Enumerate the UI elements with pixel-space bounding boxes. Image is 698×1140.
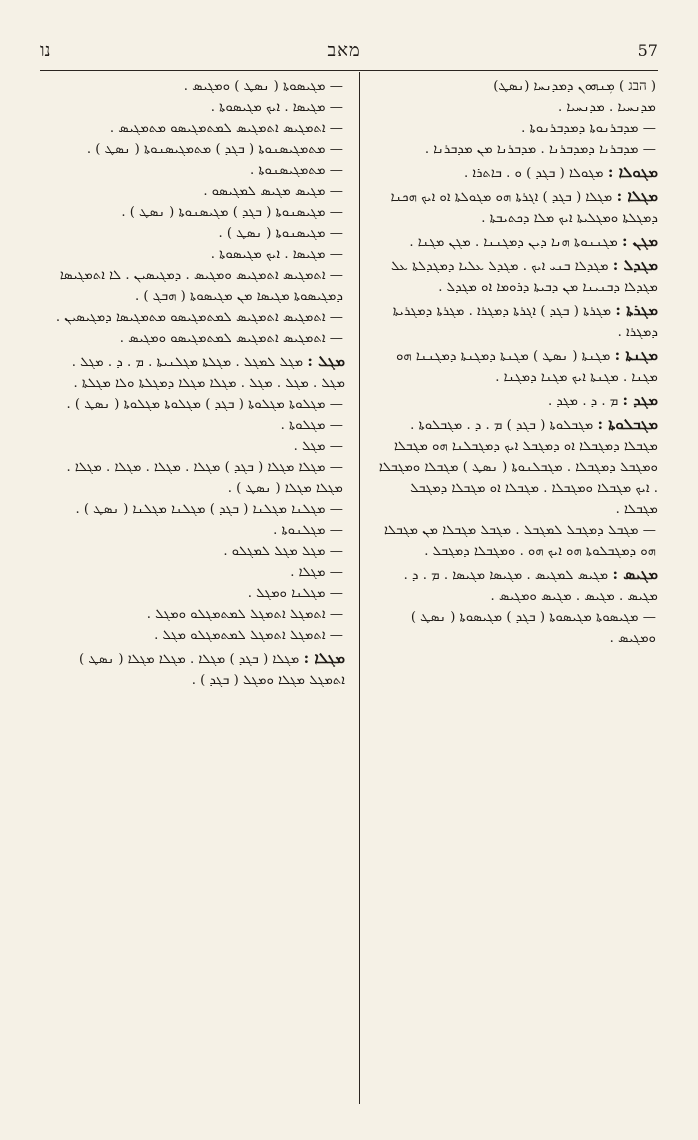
entry-text: — ܐܬܡܓܠ ܐܬܡܓܠ ܠܡܬܡܓܠܘ ܘܡܓܠ .: [146, 607, 343, 622]
sub-entry: [52, 394, 345, 415]
entry-text: ܡܕܢܚܝܐ . ܡܕܢܚܝܐ .: [557, 100, 656, 115]
headword: ܡܓܪܬܐ :: [615, 301, 658, 319]
entry-text: — ܡܓܠ ܡܓܠ ܠܡܓܠܘ .: [223, 544, 343, 559]
folio-left: נו: [40, 39, 51, 61]
sub-entry: [52, 604, 345, 625]
sub-entry: [52, 160, 345, 181]
sub-entry: [52, 76, 345, 97]
sub-entry: [52, 202, 345, 223]
entry-text: ܡ . ܕ . ܡܓܕ .: [548, 394, 619, 409]
entry-text: ܡܓܒܠܘܬܐ ( ܒܓܕ ) ܡ . ܕ . ܡܓܒܠܘܬܐ . ܡܓܒܠܐ ܕܡܓܒܠܐ ܐܘ ܕܡܓܒܠ ܐܝܟ ܕܡܓܒܠܢܐ ܗܘ ܡܓܒܠܐ ܘܡܓܒܠ ܕܡܓܒܠܐ . ܡܓܒܠܢܘܬܐ ( ܢܣܛ ) ܡܓܒܠܐ ܘܡܓܒܠܐ . ܐܝܟ ܡܓܒܠܐ ܘܡܓܒܠܐ . ܡܓܒܠܐ ܐܘ ܡܓܒܠܐ ܕܡܓܒܠ ܡܓܒܠܐ .: [378, 418, 658, 517]
entry-text: — ܡܓܠܐ ܡܓܠܐ ( ܒܓܕ ) ܡܓܠܐ . ܡܓܠܐ . ܡܓܠܐ . ܡܓܠܐ . ܡܓܠܐ ܡܓܠܐ ( ܢܣܛ ) .: [66, 460, 343, 496]
entry-text: ܡܓܢܬܐ ( ܢܣܛ ) ܡܓܢܬܐ ܕܡܓܢܬܐ ܕܡܓܢܢܐ ܗܘ ܡܓܢܐ . ܡܓܢܬܐ ܐܝܟ ܡܓܢܐ ܕܡܓܢܐ .: [396, 349, 658, 385]
running-title: מאב: [327, 39, 361, 61]
entry-text: — ܡܓܝܣܘܬܐ ( ܢܣܛ ) ܘܡܓܝܣ .: [183, 79, 343, 94]
sub-entry: [52, 499, 345, 520]
entry-text: — ܡܓܒܠ ܕܡܓܒܠ ܠܡܓܒܠ . ܡܓܒܠ ܡܓܒܠܐ ܡܢ ܡܓܒܠܐ ܗܘ ܕܡܓܒܠܘܬܐ ܗܘ ܐܝܟ ܗܘ . ܘܡܓܒܠܐ ܕܡܓܒܠ .: [384, 523, 656, 559]
sub-entry: [52, 307, 345, 328]
sub-entry: [375, 76, 658, 97]
headword-entry: [52, 648, 345, 691]
sub-entry: [375, 139, 658, 160]
header-rule: [40, 70, 658, 71]
sub-entry: [52, 520, 345, 541]
entry-text: — ܡܕܒܪܢܘܬܐ ܕܡܕܒܪܢܘܬܐ .: [521, 121, 656, 136]
headword-entry: [375, 345, 658, 388]
entry-text: — ܐܬܡܓܝܣ ܐܬܡܓܝܣ ܠܡܬܡܓܝܣܘ ܡܬܡܓܝܣ .: [109, 121, 343, 136]
sub-entry: [375, 607, 658, 649]
entry-text: — ܡܓܠ .: [293, 439, 343, 454]
entry-text: — ܡܓܝܣܢܘܬܐ ( ܒܓܕ ) ܡܓܝܣܢܘܬܐ ( ܢܣܛ ) .: [121, 205, 343, 220]
headword: ܡܓܢ :: [622, 232, 658, 250]
headword-entry: [375, 255, 658, 298]
sub-entry: [375, 520, 658, 562]
headword: ܡܓܕܠ :: [612, 256, 658, 274]
headword: ܡܓܠ :: [307, 352, 345, 370]
page-header: [40, 36, 658, 64]
entry-text: ܡܓܠ ܠܡܓܠ . ܡܓܠܬܐ ܡܓܠܢܝܬܐ . ܡ . ܕ . ܡܓܠ . ܡܓܠ . ܡܓܠ . ܡܓܠ . ܡܓܠܐ ܡܓܠܐ ܕܡܓܠܬܐ ܘܠܐ ܡܓܠܬܐ .: [71, 355, 345, 391]
sub-entry: [52, 328, 345, 349]
headword: ܡܓܒܠܘܬܐ :: [597, 415, 658, 433]
entry-text: — ܡܬܡܓܝܣܢܘܬܐ .: [249, 163, 343, 178]
entry-text: — ܡܓܠܘܬܐ ܡܓܠܘܬܐ ( ܒܓܕ ) ܡܓܠܘܬܐ ܡܓܠܘܬܐ ( ܢܣܛ ) .: [66, 397, 343, 412]
column-divider: [359, 72, 360, 1104]
entry-text: — ܡܓܝܣܐ . ܐܝܟ ܡܓܝܣܘܬܐ .: [210, 247, 343, 262]
entry-text: ܡܓܢܢܘܬܐ ܗܢܐ ܕܝܢ ܕܡܓܢܢܐ . ܡܓܢ ܡܓܢܐ .: [409, 235, 618, 250]
left-column: [52, 76, 345, 691]
sub-entry: [52, 625, 345, 646]
headword: ܡܓܝܣ :: [612, 565, 658, 583]
entry-text: — ܐܬܡܓܝܣ ܐܬܡܓܝܣ ܠܡܬܡܓܝܣܘ ܘܡܓܝܣ .: [119, 331, 343, 346]
headword: ܡܓܘܠܐ :: [607, 163, 658, 181]
entry-text: — ܡܓܠܢܐ ܘܡܓܠ .: [247, 586, 343, 601]
sub-entry: [52, 97, 345, 118]
sub-entry: [52, 223, 345, 244]
headword-entry: [375, 231, 658, 253]
sub-entry: [52, 436, 345, 457]
entry-text: ܡܓܘܠܐ ( ܒܓܕ ) ܘ . ܒܐܬܪܐ .: [464, 166, 604, 181]
sub-entry: [52, 457, 345, 499]
sub-entry: [52, 415, 345, 436]
entry-text: — ܡܓܝܣ ܡܓܝܣ ܠܡܓܝܣܘ .: [203, 184, 343, 199]
entry-text: — ܡܓܝܣܘܬܐ ܡܓܝܣܘܬܐ ( ܒܓܕ ) ܡܓܝܣܘܬܐ ( ܢܣܛ ) ܘܡܓܝܣ .: [410, 610, 656, 646]
headword-entry: [375, 414, 658, 520]
entry-text: — ܡܓܠܢܐ ܡܓܠܢܐ ( ܒܓܕ ) ܡܓܠܢܐ ܡܓܠܢܐ ( ܢܣܛ ) .: [75, 502, 343, 517]
sub-entry: [52, 583, 345, 604]
page-number: 57: [637, 40, 658, 60]
headword-entry: [375, 564, 658, 607]
entry-text: ( הבג ) ܡܼܢܗܘܢ ܕܡܕܢܚܐ (ܢܣܛ): [493, 79, 656, 94]
headword-entry: [375, 300, 658, 343]
sub-entry: [52, 118, 345, 139]
headword: ܡܓܠܐ :: [616, 187, 658, 205]
sub-entry: [52, 244, 345, 265]
sub-entry: [52, 562, 345, 583]
entry-text: ܡܓܕܠܐ ܒܢܝ ܐܝܟ . ܡܓܕܠ ܥܠܝܐ ܕܡܓܕܠܬܐ ܥܠ ܡܓܕܠܐ ܕܒܢܝܢܐ ܡܢ ܕܒܝܬܐ ܕܪܘܡܐ ܐܘ ܡܓܕܠ .: [390, 259, 658, 295]
entry-text: — ܡܓܝܣܢܘܬܐ ( ܢܣܛ ) .: [218, 226, 343, 241]
headword-entry: [375, 162, 658, 184]
headword: ܡܓܠܐ :: [303, 649, 345, 667]
headword-entry: [375, 390, 658, 412]
entry-text: ܡܓܝܣ ܠܡܓܝܣ . ܡܓܝܣܐ ܡܓܝܣܐ . ܡ . ܕ . ܡܓܝܣ . ܡܓܝܣ . ܡܓܝܣ ܘܡܓܝܣ .: [403, 568, 658, 604]
sub-entry: [52, 265, 345, 307]
sub-entry: [52, 181, 345, 202]
entry-text: — ܐܬܡܓܝܣ ܐܬܡܓܝܣ ܘܡܓܝܣ . ܕܡܓܝܣܝܢ . ܠܐ ܐܬܡܓܝܣܐ ܕܡܓܝܣܘܬܐ ܡܓܝܣܐ ܡܢ ܡܓܝܣܘܬܐ ( ܗܒܓ ) .: [59, 268, 343, 304]
entry-text: — ܡܓܝܣܐ . ܐܝܟ ܡܓܝܣܘܬܐ .: [210, 100, 343, 115]
entry-text: ܡܓܠܐ ( ܒܓܕ ) ܡܓܠܐ . ܡܓܠܐ ܡܓܠܐ ( ܢܣܛ ) ܐܬܡܓܠ ܡܓܠܐ ܘܡܓܠ ( ܒܓܕ ) .: [78, 652, 345, 688]
sub-entry: [52, 139, 345, 160]
right-column: [375, 76, 658, 649]
entry-text: — ܡܓܠܘܬܐ .: [280, 418, 343, 433]
entry-text: — ܐܬܡܓܠ ܐܬܡܓܠ ܠܡܬܡܓܠܘ ܡܓܠ .: [154, 628, 343, 643]
entry-text: ܡܓܪܬܐ ( ܒܓܕ ) ܐܓܪܬܐ ܕܡܓܪܐ . ܡܓܪܬܐ ܕܡܓܪܝܬܐ ܕܡܓܪܐ .: [392, 304, 658, 340]
entry-text: — ܐܬܡܓܝܣ ܐܬܡܓܝܣ ܠܡܬܡܓܝܣܘ ܡܬܡܓܝܣܐ ܕܡܓܝܣܝܢ .: [55, 310, 343, 325]
entry-text: ܡܓܠܐ ( ܒܓܕ ) ܐܓܪܬܐ ܗܘ ܡܓܘܠܬܐ ܐܘ ܐܝܟ ܗܟܢܐ ܕܡܓܠܬܐ ܘܡܓܠܝܬܐ ܐܝܟ ܡܠܐ ܕܟܬܝܒܬܐ .: [390, 190, 658, 226]
entry-text: — ܡܬܡܓܝܣܢܘܬܐ ( ܒܓܕ ) ܡܬܡܓܝܣܢܘܬܐ ( ܢܣܛ ) .: [86, 142, 343, 157]
entry-text: — ܡܓܠܐ .: [290, 565, 343, 580]
headword-entry: [52, 351, 345, 394]
sub-entry: [375, 97, 658, 118]
sub-entry: [52, 541, 345, 562]
headword-entry: [375, 186, 658, 229]
entry-text: — ܡܕܒܪܢܐ ܕܡܕܒܪܢܐ . ܡܕܒܪܢܐ ܡܢ ܡܕܒܪܢܐ .: [424, 142, 656, 157]
headword: ܡܓܕ :: [622, 391, 658, 409]
entry-text: — ܡܓܠܢܘܬܐ .: [273, 523, 343, 538]
sub-entry: [375, 118, 658, 139]
headword: ܡܓܢܬܐ :: [614, 346, 658, 364]
